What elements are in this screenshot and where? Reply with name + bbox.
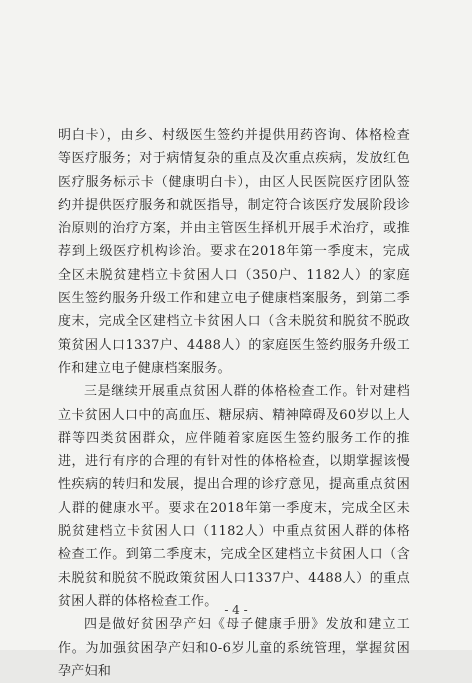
page-number: - 4 - [224,603,248,617]
document-body [58,124,410,683]
paragraph-continued: 明白卡），由乡、村级医生签约并提供用药咨询、体格检查等医疗服务；对于病情复杂的重点及次重点疾病，发放红色医疗服务标示卡（健康明白卡），由区人民医院医疗团队签约并提供医疗服务和就医指导，制定符合该医疗发展阶段诊治原则的治疗方案，并由主管医生择机开展手术治疗，或推荐到上级医疗机构诊治。要求在2018年第一季度末，完成全区未脱贫建档立卡贫困人口（350户、1182人）的家庭医生签约服务升级工作和建立电子健康档案服务，到第二季度末，完成全区建档立卡贫困人口（含未脱贫和脱贫不脱政策贫困人口1337户、4488人）的家庭医生签约服务升级工作和建立电子健康档案服务。 [58,128,410,376]
paragraph-section-three: 三是继续开展重点贫困人群的体格检查工作。针对建档立卡贫困人口中的高血压、糖尿病、精神障碍及60岁以上人群等四类贫困群众，应伴随着家庭医生签约服务工作的推进，进行有序的合理的有针对性的体格检查，以期掌握该慢性疾病的转归和发展，提出合理的诊疗意见，提高重点贫困人群的健康水平。要求在2018年第一季度末，完成全区未脱贫建档立卡贫困人口（1182人）中重点贫困人群的体格检查工作。到第二季度末，完成全区建档立卡贫困人口（含未脱贫和脱贫不脱政策贫困人口1337户、4488人）的重点贫困人群的体格检查工作。 [58,384,410,609]
paragraph-section-four: 四是做好贫困孕产妇《母子健康手册》发放和建立工作。为加强贫困孕产妇和0-6岁儿童的系统管理，掌握贫困孕产妇和 [58,617,410,679]
